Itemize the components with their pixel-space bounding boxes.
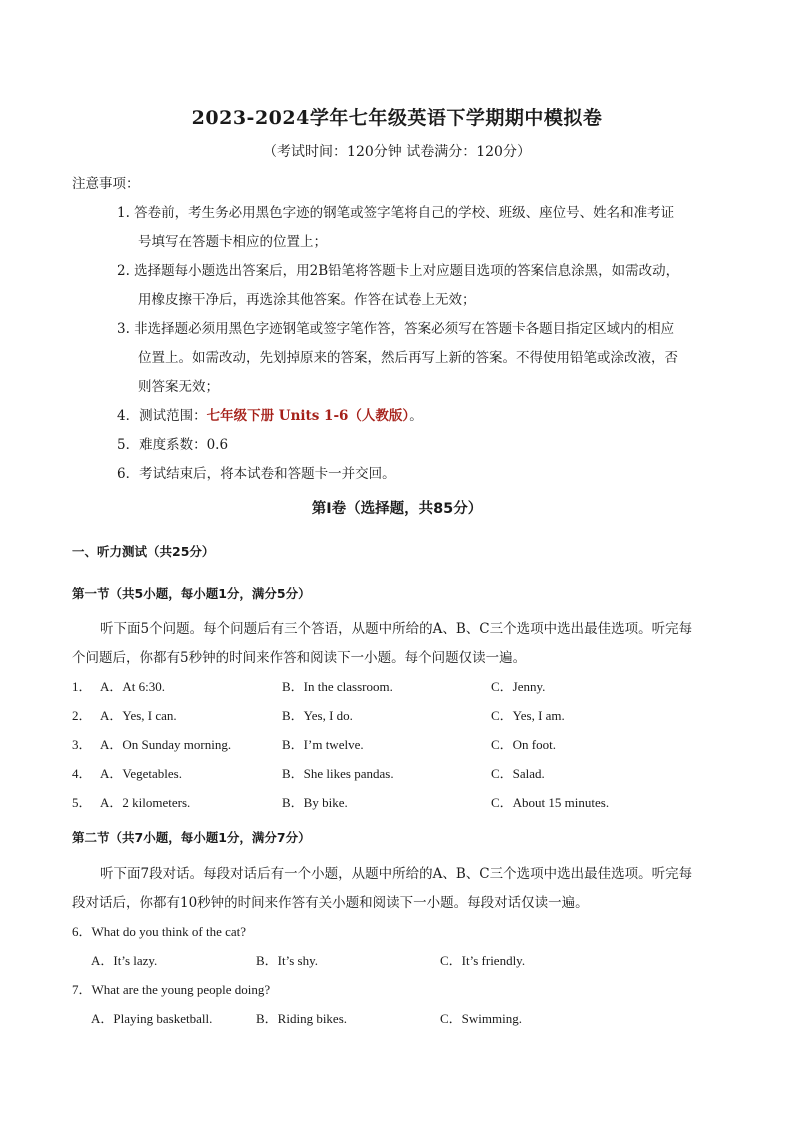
question-number: 3． [72,737,92,752]
option-c: C．It’s friendly. [440,953,526,968]
option-c: C．On foot. [491,737,557,752]
subsection-2-instruction-line-1: 听下面7段对话。每段对话后有一个小题，从题中所给的A、B、C三个选项中选出最佳选项。听完每 [100,866,693,882]
question-6-stem: 6．What do you think of the cat? [72,924,247,939]
notice-item-2-line-2: 用橡皮擦干净后，再选涂其他答案。作答在试卷上无效； [138,292,476,308]
notice-item-1-line-1: 1. 答卷前，考生务必用黑色字迹的钢笔或签字笔将自己的学校、班级、座位号、姓名和准考证 [117,205,675,221]
option-a: A．On Sunday morning. [100,737,232,752]
option-c: C．About 15 minutes. [491,795,610,810]
part-1-title: 第Ⅰ卷（选择题，共85分） [311,501,483,517]
notice-item-1-line-2: 号填写在答题卡相应的位置上； [138,234,327,250]
question-number: 4． [72,766,92,781]
subsection-1-heading: 第一节（共5小题，每小题1分，满分5分） [72,586,311,601]
subsection-2-heading: 第二节（共7小题，每小题1分，满分7分） [72,830,311,845]
option-b: B．Riding bikes. [256,1011,348,1026]
option-c: C．Salad. [491,766,545,781]
option-a: A．Playing basketball. [91,1011,213,1026]
section-1-title: 一、听力测试（共25分） [72,544,215,559]
option-b: B．Yes, I do. [282,708,353,723]
notice-item-4 [117,404,423,424]
question-number: 1． [72,679,92,694]
test-scope-highlight: 七年级下册 Units 1-6（人教版） [206,408,410,424]
subsection-1-instruction-line-2: 个问题后，你都有5秒钟的时间来作答和阅读下一小题。每个问题仅读一遍。 [72,650,527,666]
option-a: A．Vegetables. [100,766,182,781]
question-7-stem: 7．What are the young people doing? [72,982,271,997]
notice-item-4-prefix: 4．测试范围： [117,408,207,424]
notice-item-4-suffix: 。 [409,408,423,424]
option-b: B．I’m twelve. [282,737,364,752]
option-a: A．At 6:30. [100,679,166,694]
exam-title: 2023-2024学年七年级英语下学期期中模拟卷 [191,107,603,129]
notice-item-3-line-2: 位置上。如需改动，先划掉原来的答案，然后再写上新的答案。不得使用铅笔或涂改液，否 [138,350,678,366]
option-b: B．It’s shy. [256,953,318,968]
option-a: A．2 kilometers. [100,795,191,810]
notice-item-6: 6．考试结束后，将本试卷和答题卡一并交回。 [117,466,396,482]
subsection-1-instruction-line-1: 听下面5个问题。每个问题后有三个答语，从题中所给的A、B、C三个选项中选出最佳选项。听完每 [100,621,693,637]
notice-item-2-line-1: 2. 选择题每小题选出答案后，用2B铅笔将答题卡上对应题目选项的答案信息涂黑，如需改动， [117,263,680,279]
option-b: B．In the classroom. [282,679,393,694]
option-a: A．Yes, I can. [100,708,177,723]
notice-heading: 注意事项： [72,176,140,192]
option-b: B．She likes pandas. [282,766,394,781]
option-a: A．It’s lazy. [91,953,158,968]
notice-item-5: 5．难度系数：0.6 [117,437,229,453]
question-number: 2． [72,708,92,723]
option-b: B．By bike. [282,795,348,810]
notice-item-3-line-1: 3. 非选择题必须用黑色字迹钢笔或签字笔作答，答案必须写在答题卡各题目指定区域内的相应 [117,321,675,337]
subsection-2-instruction-line-2: 段对话后，你都有10秒钟的时间来作答有关小题和阅读下一小题。每段对话仅读一遍。 [72,895,589,911]
exam-subtitle: （考试时间：120分钟 试卷满分：120分） [263,144,531,160]
option-c: C．Jenny. [491,679,546,694]
option-c: C．Swimming. [440,1011,522,1026]
question-number: 5． [72,795,92,810]
notice-item-3-line-3: 则答案无效； [138,379,219,395]
option-c: C．Yes, I am. [491,708,565,723]
